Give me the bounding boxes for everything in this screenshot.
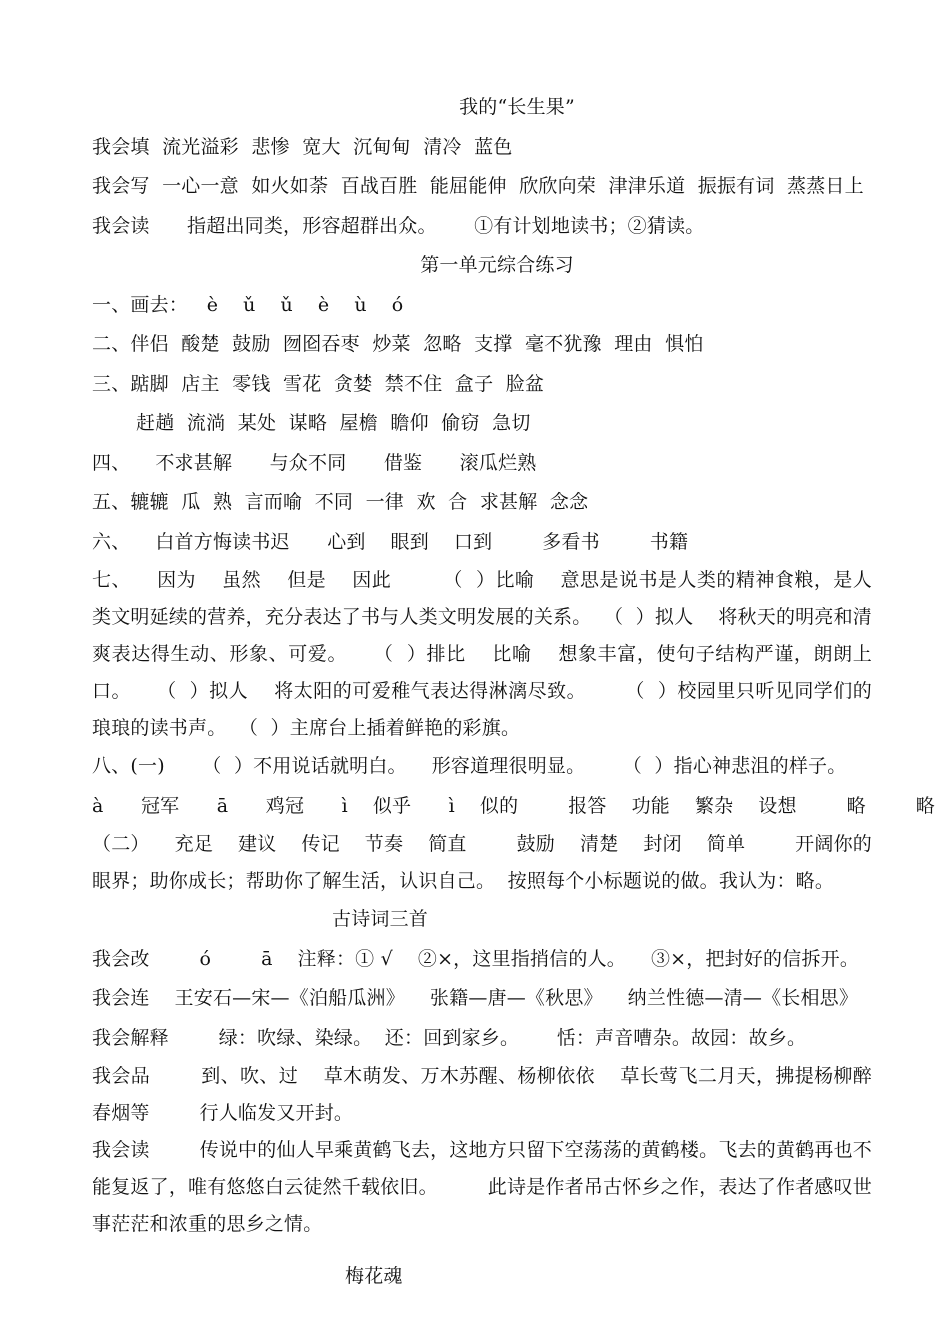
exercise-8-part-2: （二） 充足 建议 传记 节奏 简直 鼓励 清楚 封闭 简单 开阔你的眼界；助你成长；帮助你了解生活，认识自己。 按照每个小标题说的做。我认为：略。: [92, 833, 872, 892]
section-title-ancient-poems: 古诗词三首: [332, 908, 429, 930]
exercise-2: 二、伴侣 酸楚 鼓励 囫囵吞枣 炒菜 忽略 支撑 毫不犹豫 理由 惧怕: [92, 333, 704, 355]
read-line: 我会读 指超出同类，形容超群出众。 ①有计划地读书；②猜读。: [92, 214, 705, 237]
exercise-8-pronunciation: à 冠军 ā 鸡冠 ì 似乎 ì 似的 报答 功能 繁杂 设想 略 略: [92, 794, 935, 817]
exercise-5: 五、辘辘 瓜 熟 言而喻 不同 一律 欢 合 求甚解 念念: [92, 491, 589, 513]
section-title-changshengguo: 我的“长生果”: [459, 96, 575, 118]
exercise-3: 三、踮脚 店主 零钱 雪花 贪婪 禁不住 盒子 脸盆: [92, 372, 545, 395]
answer-key-document: [92, 88, 935, 1297]
explain-line: 我会解释 绿：吹绿、染绿。 还：回到家乡。 恬：声音嘈杂。故园：故乡。: [92, 1026, 807, 1049]
section-title-unit-one-review: 第一单元综合练习: [420, 254, 574, 276]
exercise-7: 七、 因为 虽然 但是 因此 （ ）比喻 意思是说书是人类的精神食粮，是人类文明延续的营养，充分表达了书与人类文明发展的关系。 （ ）拟人 将秋天的明亮和清爽表达得生动、形象、可爱。 （ ）排比 比喻 想象丰富，使句子结构严谨，朗朗上口。 （ ）拟人 将太阳的可爱稚气表达得淋漓尽致。 （ ）校园里只听见同学们的琅琅的读书声。 （ ）主席台上插着鲜艳的彩旗。: [92, 569, 872, 739]
fill-in-line: 我会填 流光溢彩 悲惨 宽大 沉甸甸 清冷 蓝色: [92, 135, 513, 158]
exercise-1: 一、画去： è ǔ ǔ è ù ó: [92, 293, 404, 316]
correct-line: 我会改 ó ā 注释：① √ ②×，这里指捎信的人。 ③×，把封好的信拆开。: [92, 947, 860, 970]
write-line: 我会写 一心一意 如火如荼 百战百胜 能屈能伸 欣欣向荣 津津乐道 振振有词 蒸蒸日上: [92, 175, 864, 197]
exercise-4: 四、 不求甚解 与众不同 借鉴 滚瓜烂熟: [92, 451, 537, 474]
reading-paragraph: 我会读 传说中的仙人早乘黄鹤飞去，这地方只留下空荡荡的黄鹤楼。飞去的黄鹤再也不能复返了，唯有悠悠白云徒然千载依旧。 此诗是作者吊古怀乡之作，表达了作者感叹世事茫茫和浓重的思乡之情。: [92, 1139, 872, 1235]
exercise-3-continued: 赶趟 流淌 某处 谋略 屋檐 瞻仰 偷窃 急切: [136, 412, 531, 434]
exercise-6: 六、 白首方悔读书迟 心到 眼到 口到 多看书 书籍: [92, 530, 689, 553]
section-title-plum-blossom-soul: 梅花魂: [345, 1265, 403, 1287]
exercise-8-part-1: 八、(一) （ ）不用说话就明白。 形容道理很明显。 （ ）指心神悲沮的样子。: [92, 755, 847, 777]
appreciate-paragraph: 我会品 到、吹、过 草木萌发、万木苏醒、杨柳依依 草长莺飞二月天，拂提杨柳醉春烟等 行人临发又开封。: [92, 1065, 872, 1124]
match-line: 我会连 王安石—宋—《泊船瓜洲》 张籍—唐—《秋思》 纳兰性德—清—《长相思》: [92, 987, 859, 1009]
